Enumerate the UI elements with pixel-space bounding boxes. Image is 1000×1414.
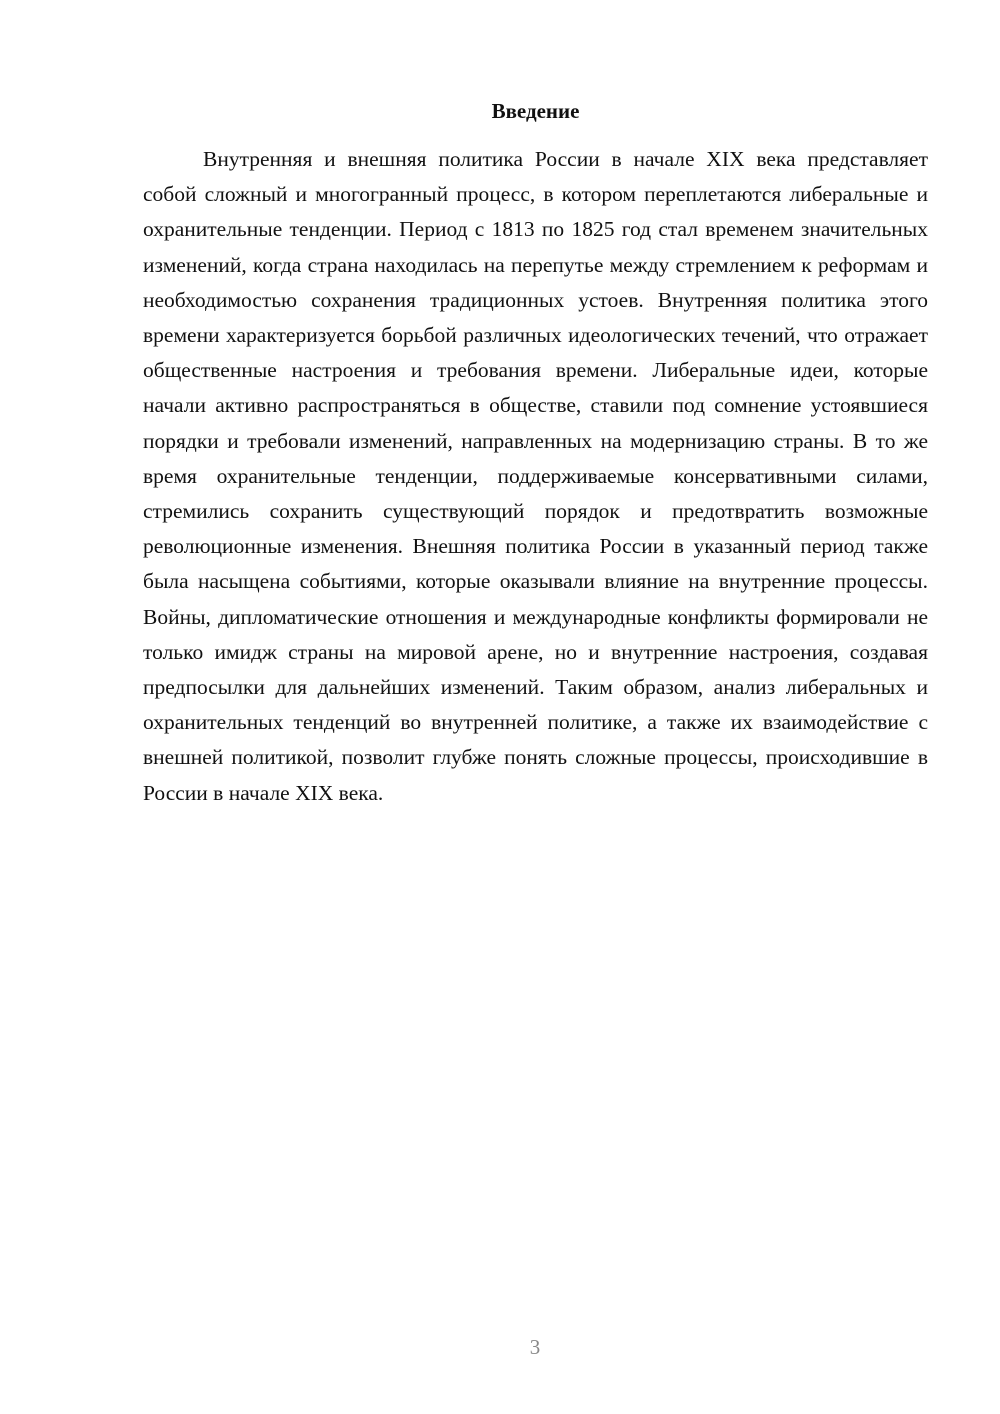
section-heading: Введение (491, 99, 580, 123)
body-paragraph: Внутренняя и внешняя политика России в начале XIX века представляет собой сложный и многогранный процесс, в котором переплетаются либеральные и охранительные тенденции. Период с 1813 по 1825 год стал временем значительных изменений, когда страна находилась на перепутье между стремлением к реформам и необходимостью сохранения традиционных устоев. Внутренняя политика этого времени характеризуется борьбой различных идеологических течений, что отражает общественные настроения и требования времени. Либеральные идеи, которые начали активно распространяться в обществе, ставили под сомнение устоявшиеся порядки и требовали изменений, направленных на модернизацию страны. В то же время охранительные тенденции, поддерживаемые консервативными силами, стремились сохранить существующий порядок и предотвратить возможные революционные изменения. Внешняя политика России в указанный период также была насыщена событиями, которые оказывали влияние на внутренние процессы. Войны, дипломатические отношения и международные конфликты формировали не только имидж страны на мировой арене, но и внутренние настроения, создавая предпосылки для дальнейших изменений. Таким образом, анализ либеральных и охранительных тенденций во внутренней политике, а также их взаимодействие с внешней политикой, позволит глубже понять сложные процессы, происходившие в России в начале XIX века. (143, 147, 928, 805)
page-number: 3 (529, 1335, 541, 1359)
